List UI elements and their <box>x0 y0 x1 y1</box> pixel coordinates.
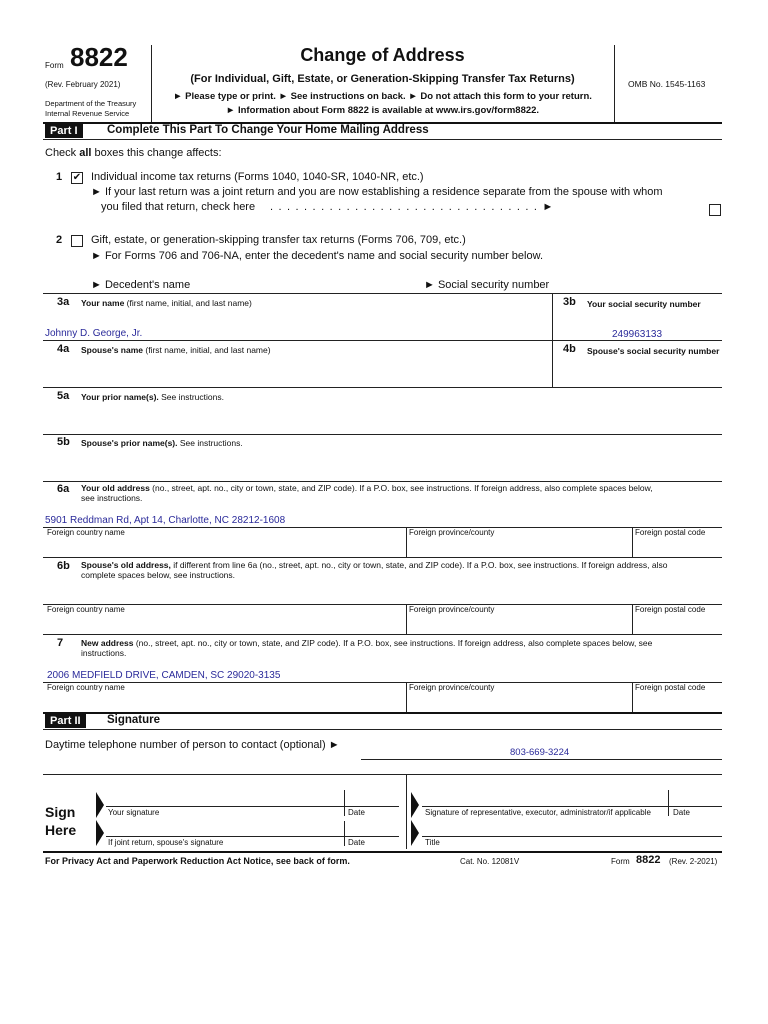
new-address-field[interactable]: 2006 MEDFIELD DRIVE, CAMDEN, SC 29020-3135 <box>47 670 281 681</box>
form-word: Form <box>45 61 64 70</box>
privacy-notice: For Privacy Act and Paperwork Reduction Act Notice, see back of form. <box>45 856 350 866</box>
6a-foreign-postal: Foreign postal code <box>635 528 706 537</box>
line4b-label: Spouse's social security number <box>587 346 720 356</box>
page-subtitle: (For Individual, Gift, Estate, or Generation-Skipping Transfer Tax Returns) <box>190 73 575 85</box>
form-number: 8822 <box>70 42 128 72</box>
sign-arrow-1 <box>96 792 104 818</box>
decedent-ssn-label: ► Social security number <box>424 279 550 291</box>
line7-label2: instructions. <box>81 648 127 658</box>
line4b-number: 4b <box>563 343 576 355</box>
rep-sig-date-label: Date <box>673 808 690 817</box>
part1-label: Part I <box>45 124 83 138</box>
line7-number: 7 <box>57 637 64 649</box>
rep-arrow-1 <box>411 792 419 818</box>
phone-field[interactable]: 803-669-3224 <box>510 747 570 758</box>
6a-foreign-province: Foreign province/county <box>409 528 495 537</box>
footer-form-number: 8822 <box>636 854 661 866</box>
line2-label: Gift, estate, or generation-skipping transfer tax returns (Forms 706, 709, etc.) <box>91 234 466 246</box>
line3b-label: Your social security number <box>587 299 701 309</box>
line1-sub2: you filed that return, check here <box>101 201 256 213</box>
phone-label: Daytime telephone number of person to contact (optional) ► <box>45 739 340 751</box>
line1-checkbox[interactable]: ✔ <box>72 172 82 183</box>
line3a-label: Your name (first name, initial, and last name) <box>81 298 252 308</box>
line6b-number: 6b <box>57 560 70 572</box>
line2-sub: ► For Forms 706 and 706-NA, enter the decedent's name and social security number below. <box>91 250 543 262</box>
your-signature-label[interactable]: Your signature <box>108 808 160 817</box>
line1-label: Individual income tax returns (Forms 1040, 1040-SR, 1040-NR, etc.) <box>91 171 424 183</box>
sign-label: Sign <box>45 804 76 820</box>
sign-arrow-2 <box>96 820 104 846</box>
footer-revision: (Rev. 2-2021) <box>669 857 718 866</box>
instructions-line1: ► Please type or print. ► See instructions on back. ► Do not attach this form to your return. <box>173 91 592 102</box>
instructions-line2: ► Information about Form 8822 is available at www.irs.gov/form8822. <box>225 105 540 116</box>
line6b-label2: complete spaces below, see instructions. <box>81 570 236 580</box>
part2-label: Part II <box>45 714 86 728</box>
line6a-number: 6a <box>57 483 70 495</box>
old-address-field[interactable]: 5901 Reddman Rd, Apt 14, Charlotte, NC 28212-1608 <box>45 515 286 526</box>
part2-title: Signature <box>107 714 161 726</box>
footer-form-word: Form <box>611 857 630 866</box>
your-ssn-field[interactable]: 249963133 <box>612 329 663 340</box>
line5b-number: 5b <box>57 436 70 448</box>
page-title: Change of Address <box>300 45 465 65</box>
spouse-signature-label[interactable]: If joint return, spouse's signature <box>108 838 224 847</box>
line1-number: 1 <box>56 171 63 183</box>
line1-sub1: ► If your last return was a joint return and you are now establishing a residence separate from the spouse with whom <box>91 186 663 198</box>
omb-number: OMB No. 1545-1163 <box>628 79 706 89</box>
line5b-label: Spouse's prior name(s). See instructions. <box>81 438 243 448</box>
6b-foreign-country: Foreign country name <box>47 605 125 614</box>
line6b-label: Spouse's old address, if different from line 6a (no., street, apt. no., city or town, state, and ZIP code). If a P.O. box, see instructions. If foreign address, also <box>81 560 668 570</box>
line7-label: New address (no., street, apt. no., city or town, state, and ZIP code). If a P.O. box, see instructions. If foreign address, also complete spaces below, see <box>81 638 653 648</box>
joint-return-checkbox[interactable] <box>709 204 721 216</box>
rep-signature-label[interactable]: Signature of representative, executor, administrator/if applicable <box>425 808 651 817</box>
dept-line2: Internal Revenue Service <box>45 109 130 118</box>
line6a-label: Your old address (no., street, apt. no., city or town, state, and ZIP code). If a P.O. box, see instructions. If foreign address, also complete spaces below, <box>81 483 653 493</box>
spouse-sig-date-label: Date <box>348 838 365 847</box>
line2-checkbox[interactable] <box>71 235 83 247</box>
your-name-field[interactable]: Johnny D. George, Jr. <box>45 328 143 339</box>
your-sig-date-label: Date <box>348 808 365 817</box>
line5a-label: Your prior name(s). See instructions. <box>81 392 224 402</box>
dept-line1: Department of the Treasury <box>45 99 137 108</box>
6b-foreign-postal: Foreign postal code <box>635 605 706 614</box>
title-label[interactable]: Title <box>425 838 440 847</box>
line5a-number: 5a <box>57 390 70 402</box>
line1-leader: . . . . . . . . . . . . . . . . . . . . . . . . . . . . . . . . ► <box>270 201 555 213</box>
cat-number: Cat. No. 12081V <box>460 857 520 866</box>
7-foreign-postal: Foreign postal code <box>635 683 706 692</box>
part1-title: Complete This Part To Change Your Home Mailing Address <box>107 124 429 136</box>
check-all-instruction: Check all boxes this change affects: <box>45 147 222 159</box>
line6a-label2: see instructions. <box>81 493 143 503</box>
here-label: Here <box>45 822 77 838</box>
rep-arrow-2 <box>411 820 419 846</box>
line2-number: 2 <box>56 234 63 246</box>
form-revision: (Rev. February 2021) <box>45 80 121 89</box>
line3a-number: 3a <box>57 296 70 308</box>
line4a-label: Spouse's name (first name, initial, and last name) <box>81 345 271 355</box>
7-foreign-province: Foreign province/county <box>409 683 495 692</box>
line3b-number: 3b <box>563 296 576 308</box>
6b-foreign-province: Foreign province/county <box>409 605 495 614</box>
decedent-name-label: ► Decedent's name <box>91 279 191 291</box>
line4a-number: 4a <box>57 343 70 355</box>
7-foreign-country: Foreign country name <box>47 683 125 692</box>
6a-foreign-country: Foreign country name <box>47 528 125 537</box>
